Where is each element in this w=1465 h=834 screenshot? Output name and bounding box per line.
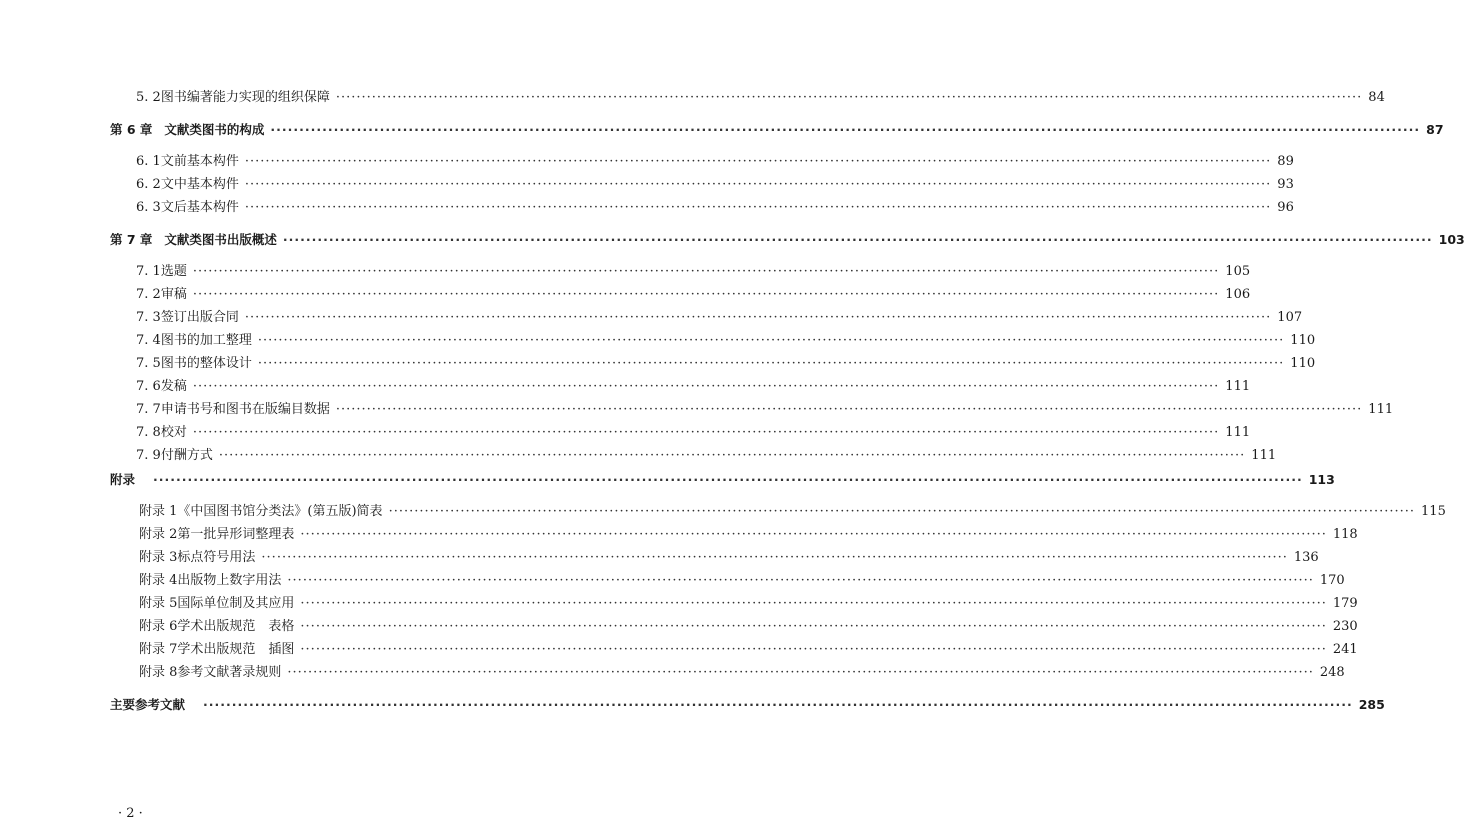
toc-entry-title: 文后基本构件	[160, 200, 239, 215]
toc-entry-number: 第 7 章	[110, 232, 153, 247]
dot-leader: ········································································································································································································	[192, 425, 1220, 440]
toc-entry-number: 7. 1	[136, 264, 161, 279]
dot-leader: ········································································································································································································	[244, 310, 1272, 325]
toc-entry-title: 发稿	[160, 379, 187, 394]
toc-entry-number: 附录 6	[139, 619, 178, 634]
toc-entry[interactable]	[139, 527, 1358, 543]
toc-entry[interactable]	[136, 333, 1316, 349]
toc-entry-title: 国际单位制及其应用	[177, 596, 295, 611]
toc-entry-number: 7. 2	[136, 287, 161, 302]
toc-entry[interactable]	[136, 425, 1251, 441]
toc-entry-number: 第 6 章	[110, 122, 153, 137]
toc-entry-page: 248	[1319, 665, 1345, 680]
dot-leader: ········································································································································································································	[261, 550, 1288, 565]
toc-entry-title: 出版物上数字用法	[177, 573, 282, 588]
toc-entry-page: 93	[1277, 177, 1294, 192]
toc-entry-page: 230	[1332, 619, 1358, 634]
toc-entry-number: 7. 4	[136, 333, 161, 348]
toc-entry[interactable]	[136, 264, 1251, 280]
toc-entry-page: 111	[1368, 402, 1394, 417]
toc-entry[interactable]	[136, 402, 1394, 418]
toc-entry-title: 《中国图书馆分类法》(第五版)简表	[177, 504, 383, 519]
toc-entry-number: 7. 8	[136, 425, 161, 440]
toc-entry-page: 111	[1225, 379, 1251, 394]
toc-entry-page: 110	[1290, 333, 1316, 348]
dot-leader: ········································································································································································································	[282, 232, 1433, 247]
toc-entry-number: 附录 1	[139, 504, 178, 519]
toc-entry-number: 附录 5	[139, 596, 178, 611]
toc-entry-page: 179	[1332, 596, 1358, 611]
toc-entry-number: 7. 6	[136, 379, 161, 394]
dot-leader: ········································································································································································································	[257, 333, 1285, 348]
toc-entry-page: 241	[1332, 642, 1358, 657]
toc-entry[interactable]	[136, 154, 1294, 170]
toc-entry-title: 图书的整体设计	[160, 356, 252, 371]
dot-leader: ········································································································································································································	[244, 177, 1272, 192]
toc-entry-page: 118	[1332, 527, 1358, 542]
toc-entry[interactable]	[139, 550, 1319, 566]
dot-leader: ········································································································································································································	[270, 122, 1421, 137]
toc-entry[interactable]	[136, 200, 1294, 216]
toc-entry-number: 6. 2	[136, 177, 161, 192]
dot-leader: ········································································································································································································	[300, 596, 1327, 611]
toc-entry-number: 7. 5	[136, 356, 161, 371]
toc-entry-title: 标点符号用法	[177, 550, 256, 565]
toc-entry-number: 附录 2	[139, 527, 178, 542]
toc-entry-number: 附录 7	[139, 642, 178, 657]
dot-leader: ········································································································································································································	[335, 90, 1363, 105]
toc-entry[interactable]	[136, 448, 1277, 464]
dot-leader: ········································································································································································································	[244, 154, 1272, 169]
toc-entry-title: 参考文献著录规则	[177, 665, 282, 680]
dot-leader: ········································································································································································································	[335, 402, 1363, 417]
dot-leader: ········································································································································································································	[244, 200, 1272, 215]
toc-entry-title: 签订出版合同	[160, 310, 239, 325]
toc-entry[interactable]	[139, 573, 1345, 589]
toc-entry-page: 89	[1277, 154, 1294, 169]
toc-entry[interactable]	[136, 90, 1385, 106]
toc-entry-page: 87	[1426, 122, 1444, 137]
dot-leader: ········································································································································································································	[203, 697, 1353, 712]
toc-entry-page: 136	[1293, 550, 1319, 565]
toc-entry[interactable]	[136, 287, 1251, 303]
toc-entry-page: 111	[1225, 425, 1251, 440]
toc-entry-page: 106	[1225, 287, 1251, 302]
toc-entry-title: 文献类图书的构成	[164, 122, 265, 137]
toc-entry-title: 付酬方式	[160, 448, 213, 463]
dot-leader: ········································································································································································································	[388, 504, 1416, 519]
toc-entry[interactable]	[110, 122, 1444, 138]
toc-entry-page: 113	[1308, 472, 1335, 487]
toc-entry[interactable]	[110, 697, 1385, 713]
toc-entry-page: 170	[1319, 573, 1345, 588]
toc-entry[interactable]	[136, 356, 1316, 372]
toc-entry-number: 附录	[110, 472, 136, 487]
toc-entry-title: 图书编著能力实现的组织保障	[160, 90, 330, 105]
dot-leader: ········································································································································································································	[192, 264, 1220, 279]
dot-leader: ········································································································································································································	[300, 527, 1327, 542]
toc-entry-title: 文前基本构件	[160, 154, 239, 169]
toc-entry-number: 7. 7	[136, 402, 161, 417]
toc-entry-number: 附录 3	[139, 550, 178, 565]
toc-entry[interactable]	[139, 596, 1358, 612]
toc-entry-page: 107	[1277, 310, 1303, 325]
toc-entry[interactable]	[110, 472, 1335, 488]
toc-entry-title: 文献类图书出版概述	[164, 232, 277, 247]
toc-entry[interactable]	[139, 642, 1358, 658]
toc-entry[interactable]	[110, 232, 1465, 248]
toc-entry-title: 选题	[160, 264, 187, 279]
toc-entry-page: 285	[1358, 697, 1385, 712]
toc-entry-page: 105	[1225, 264, 1251, 279]
toc-entry-title: 文中基本构件	[160, 177, 239, 192]
toc-entry-number: 5. 2	[136, 90, 161, 105]
toc-entry[interactable]	[136, 177, 1294, 193]
toc-entry-title: 校对	[160, 425, 187, 440]
toc-entry[interactable]	[139, 504, 1446, 520]
toc-entry-number: 6. 3	[136, 200, 161, 215]
dot-leader: ········································································································································································································	[192, 379, 1220, 394]
toc-entry-title: 学术出版规范 表格	[177, 619, 295, 634]
toc-entry-title: 第一批异形词整理表	[177, 527, 295, 542]
toc-entry-number: 附录 8	[139, 665, 178, 680]
dot-leader: ········································································································································································································	[287, 665, 1314, 680]
page-number: · 2 ·	[118, 806, 143, 821]
dot-leader: ········································································································································································································	[300, 642, 1327, 657]
toc-entry-number: 主要参考文献	[110, 697, 186, 712]
toc-entry-number: 7. 9	[136, 448, 161, 463]
dot-leader: ········································································································································································································	[192, 287, 1220, 302]
dot-leader: ········································································································································································································	[300, 619, 1327, 634]
toc-entry-title: 审稿	[160, 287, 187, 302]
dot-leader: ········································································································································································································	[218, 448, 1246, 463]
toc-entry-page: 96	[1277, 200, 1294, 215]
toc-entry-number: 7. 3	[136, 310, 161, 325]
toc-entry[interactable]	[136, 379, 1251, 395]
toc-entry[interactable]	[136, 310, 1303, 326]
toc-entry[interactable]	[139, 619, 1358, 635]
toc-entry-page: 115	[1421, 504, 1446, 519]
toc-entry-page: 110	[1290, 356, 1316, 371]
toc-entry-title: 图书的加工整理	[160, 333, 252, 348]
dot-leader: ········································································································································································································	[257, 356, 1285, 371]
toc-entry-number: 6. 1	[136, 154, 161, 169]
toc-entry[interactable]	[139, 665, 1345, 681]
toc-entry-page: 111	[1251, 448, 1277, 463]
dot-leader: ········································································································································································································	[153, 472, 1303, 487]
toc-entry-page: 84	[1368, 90, 1385, 105]
toc-entry-page: 103	[1438, 232, 1465, 247]
dot-leader: ········································································································································································································	[287, 573, 1314, 588]
toc-entry-title: 学术出版规范 插图	[177, 642, 295, 657]
toc-entry-title: 申请书号和图书在版编目数据	[160, 402, 330, 417]
toc-entry-number: 附录 4	[139, 573, 178, 588]
